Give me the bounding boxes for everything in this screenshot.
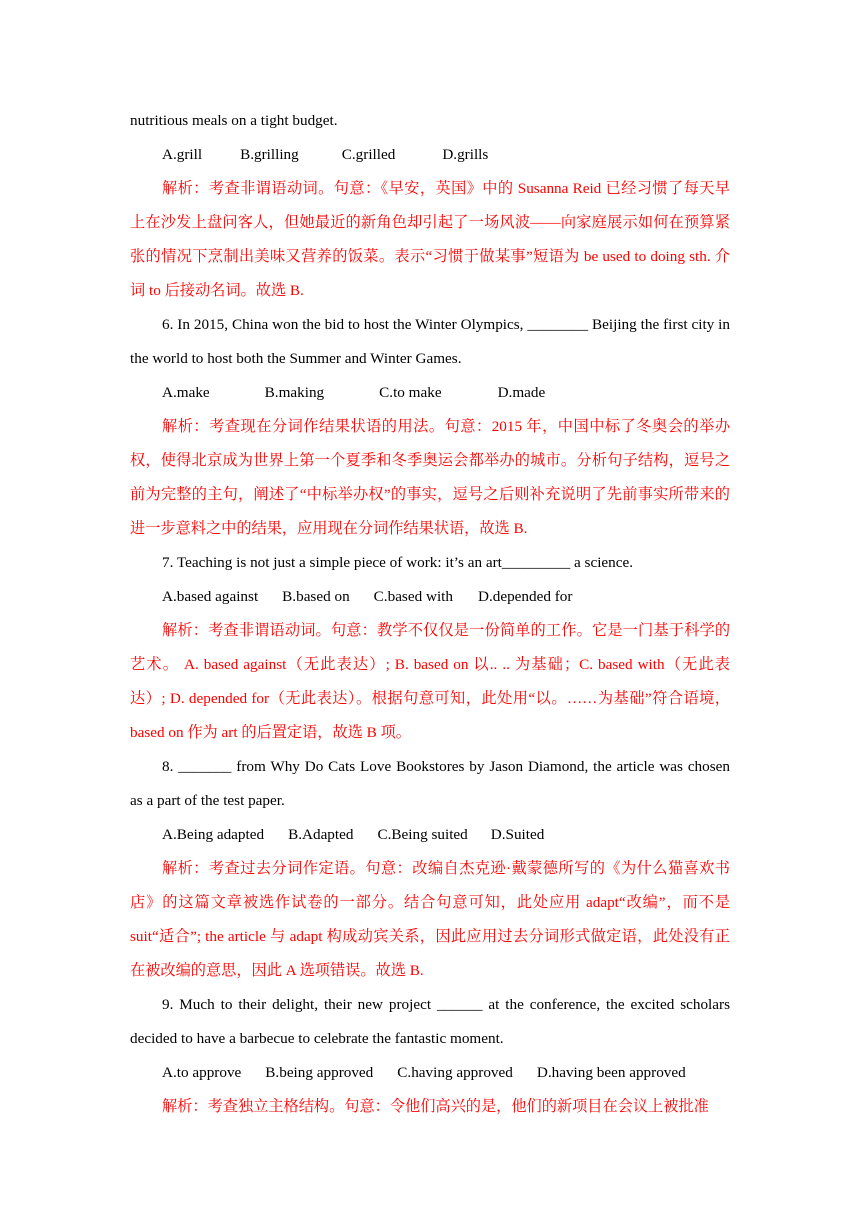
answer-option: B.making <box>264 384 325 401</box>
question-text: nutritious meals on a tight budget. <box>130 112 338 129</box>
answer-option: B.based on <box>282 588 350 605</box>
answer-options <box>130 376 730 410</box>
answer-option: A.grill <box>162 146 203 163</box>
answer-options <box>130 818 730 852</box>
answer-option: B.being approved <box>265 1064 374 1081</box>
question-text: 6. In 2015, China won the bid to host the Winter Olympics, ________ Beijing the first city in the world to host both the Summer and Winter Games. <box>130 316 730 367</box>
answer-options <box>130 1056 730 1090</box>
answer-option: A.to approve <box>162 1064 242 1081</box>
document-page <box>130 104 730 1124</box>
answer-option: D.depended for <box>477 588 573 605</box>
answer-option: C.having approved <box>397 1064 513 1081</box>
answer-options <box>130 580 730 614</box>
answer-option: A.based against <box>162 588 259 605</box>
answer-explanation: 解析：考查非谓语动词。句意：《早安，英国》中的 Susanna Reid 已经习惯了每天早上在沙发上盘问客人，但她最近的新角色却引起了一场风波——向家庭展示如何在预算紧张的情况下烹制出美味又营养的饭菜。表示“习惯于做某事”短语为 be used to doing sth. 介词 to 后接动名词。故选 B. <box>130 180 730 299</box>
question-text: 7. Teaching is not just a simple piece of work: it’s an art_________ a science. <box>162 554 634 571</box>
question-text: 9. Much to their delight, their new project ______ at the conference, the excited scholars decided to have a barbecue to celebrate the fantastic moment. <box>130 996 730 1047</box>
answer-option: C.grilled <box>341 146 396 163</box>
answer-option: B.Adapted <box>288 826 354 843</box>
answer-option: A.Being adapted <box>162 826 265 843</box>
answer-option: D.grills <box>442 146 489 163</box>
answer-options <box>130 138 730 172</box>
answer-option: D.Suited <box>490 826 545 843</box>
answer-option: D.having been approved <box>536 1064 686 1081</box>
answer-explanation: 解析：考查非谓语动词。句意：教学不仅仅是一份简单的工作。它是一门基于科学的艺术。 A. based against（无此表达）; B. based on 以.. .. 为基础；C. based with（无此表达）; D. depended for（无此表达）。根据句意可知，此处用“以。……为基础”符合语境，based on 作为 art 的后置定语，故选 B 项。 <box>130 622 730 741</box>
answer-explanation: 解析：考查过去分词作定语。句意：改编自杰克逊·戴蒙德所写的《为什么猫喜欢书店》的这篇文章被选作试卷的一部分。结合句意可知，此处应用 adapt“改编”，而不是 suit“适合”; the article 与 adapt 构成动宾关系，因此应用过去分词形式做定语，此处没有正在被改编的意思，因此 A 选项错误。故选 B. <box>130 860 730 979</box>
answer-explanation: 解析：考查现在分词作结果状语的用法。句意：2015 年，中国中标了冬奥会的举办权，使得北京成为世界上第一个夏季和冬季奥运会都举办的城市。分析句子结构，逗号之前为完整的主句，阐述了“中标举办权”的事实，逗号之后则补充说明了先前事实所带来的进一步意料之中的结果，应用现在分词作结果状语，故选 B. <box>130 418 730 537</box>
answer-option: A.make <box>162 384 210 401</box>
answer-option: C.based with <box>373 588 453 605</box>
answer-option: B.grilling <box>240 146 299 163</box>
answer-option: D.made <box>497 384 546 401</box>
answer-option: C.Being suited <box>377 826 468 843</box>
question-text: 8. _______ from Why Do Cats Love Bookstores by Jason Diamond, the article was chosen as a part of the test paper. <box>130 758 730 809</box>
answer-option: C.to make <box>379 384 442 401</box>
answer-explanation: 解析：考查独立主格结构。句意：令他们高兴的是，他们的新项目在会议上被批准 <box>162 1098 709 1115</box>
